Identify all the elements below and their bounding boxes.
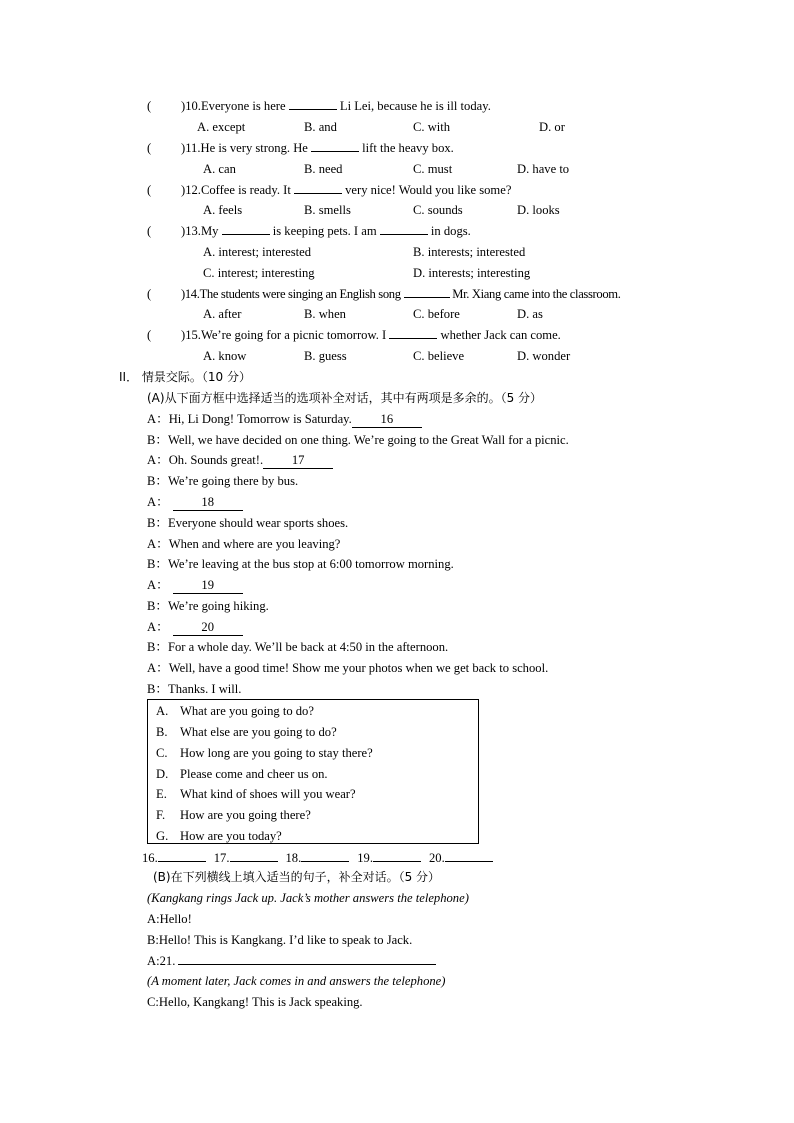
option-text: How are you going there? (180, 808, 311, 822)
answer-slot-17[interactable] (230, 861, 278, 862)
dialogue-text: Well, we have decided on one thing. We’re going to the Great Wall for a picnic. (168, 433, 569, 447)
options-box (147, 699, 479, 844)
dialogue-text: Well, have a good time! Show me your photos when we get back to school. (168, 661, 549, 675)
question-stem-end: whether Jack can come. (437, 328, 561, 342)
answer-paren: ( (147, 141, 152, 155)
question-stem: We’re going for a picnic tomorrow. I (200, 328, 390, 342)
option-letter: G. (156, 829, 169, 843)
partb-line-21 (147, 953, 436, 969)
answer-slots (142, 850, 493, 866)
part-a-instruction: (A)从下面方框中选择适当的选项补全对话，其中有两项是多余的。（5 分） (147, 391, 543, 405)
question-stem: The students were singing an English song (199, 287, 404, 301)
question-number: 13 (185, 224, 198, 238)
dialogue-blank-16[interactable]: 16 (352, 411, 422, 428)
option-letter: A. (156, 704, 169, 718)
speaker: A： (147, 661, 169, 675)
option-c: C. interest; interesting (203, 266, 315, 280)
box-option-e (156, 786, 356, 802)
option-a: A. after (203, 307, 242, 321)
slot-label-20: 20. (429, 851, 445, 865)
option-b: B. guess (304, 349, 347, 363)
speaker: B： (147, 599, 168, 613)
answer-slot-19[interactable] (373, 861, 421, 862)
option-text: How are you today? (180, 829, 282, 843)
option-a: A. except (197, 120, 246, 134)
dialogue-line (147, 411, 422, 428)
option-a: A. know (203, 349, 247, 363)
fill-blank[interactable] (294, 193, 342, 194)
dialogue-line (147, 536, 340, 552)
option-c: C. before (413, 307, 460, 321)
dialogue-line (147, 660, 548, 676)
question-stem-mid: is keeping pets. I am (269, 224, 380, 238)
option-letter: E. (156, 787, 167, 801)
question-stem-end: lift the heavy box. (359, 141, 454, 155)
box-option-c (156, 745, 373, 761)
option-c: C. with (413, 120, 451, 134)
fill-blank-1[interactable] (222, 234, 270, 235)
question-number: 11 (185, 141, 198, 155)
option-text: Please come and cheer us on. (180, 767, 328, 781)
stage-direction: (A moment later, Jack comes in and answers the telephone) (147, 974, 446, 988)
question-12: ( )12.Coffee is ready. It very nice! Would you like some? (147, 183, 512, 197)
dialogue-text: Oh. Sounds great!. (168, 453, 264, 467)
option-d: D. wonder (517, 349, 571, 363)
fill-blank-2[interactable] (380, 234, 428, 235)
option-b: B. interests; interested (413, 245, 526, 259)
question-stem-end: in dogs. (427, 224, 471, 238)
question-stem: Everyone is here (200, 99, 289, 113)
dialogue-line (147, 681, 241, 697)
dialogue-line (147, 577, 243, 594)
partb-line: B:Hello! This is Kangkang. I’d like to speak to Jack. (147, 933, 413, 947)
dialogue-blank-17[interactable]: 17 (263, 452, 333, 469)
option-text: How long are you going to stay there? (180, 746, 373, 760)
question-number: 15 (185, 328, 198, 342)
option-d: D. as (517, 307, 543, 321)
option-letter: D. (156, 767, 169, 781)
answer-paren: ( (147, 183, 152, 197)
option-c: C. must (413, 162, 453, 176)
question-13: ( )13.My is keeping pets. I am in dogs. (147, 224, 471, 238)
question-stem-end: Li Lei, because he is ill today. (336, 99, 491, 113)
dialogue-blank-20[interactable]: 20 (173, 619, 243, 636)
slot-label-19: 19. (357, 851, 373, 865)
dialogue-line (147, 473, 298, 489)
box-option-d (156, 766, 328, 782)
fill-blank[interactable] (389, 338, 437, 339)
dialogue-text: When and where are you leaving? (168, 537, 341, 551)
option-d: D. interests; interesting (413, 266, 531, 280)
dialogue-blank-19[interactable]: 19 (173, 577, 243, 594)
option-d: D. or (539, 120, 565, 134)
option-text: What else are you going to do? (180, 725, 337, 739)
option-b: B. need (304, 162, 343, 176)
speaker: A： (147, 453, 169, 467)
dialogue-line (147, 639, 448, 655)
fill-blank[interactable] (404, 297, 450, 298)
box-option-a (156, 703, 314, 719)
question-stem: My (200, 224, 222, 238)
dialogue-line (147, 452, 333, 469)
dialogue-line (147, 494, 243, 511)
question-number: 14 (184, 287, 197, 301)
box-option-b (156, 724, 337, 740)
slot-label-16: 16. (142, 851, 158, 865)
speaker: A： (147, 537, 169, 551)
question-11: ( )11.He is very strong. He lift the heavy box. (147, 141, 454, 155)
question-stem-end: very nice! Would you like some? (341, 183, 512, 197)
stage-direction: (Kangkang rings Jack up. Jack’s mother answers the telephone) (147, 891, 469, 905)
option-b: B. when (304, 307, 346, 321)
dialogue-blank-18[interactable]: 18 (173, 494, 243, 511)
dialogue-line (147, 515, 348, 531)
speaker: B： (147, 682, 168, 696)
dialogue-line (147, 619, 243, 636)
speaker: A： (147, 495, 169, 509)
section-heading: II． 情景交际。（10 分） (119, 370, 251, 384)
option-letter: F. (156, 808, 166, 822)
option-letter: C. (156, 746, 168, 760)
option-d: D. looks (517, 203, 560, 217)
part-b-instruction: (B)在下列横线上填入适当的句子，补全对话。（5 分） (153, 870, 441, 884)
option-b: B. smells (304, 203, 351, 217)
question-stem-end: Mr. Xiang came into the classroom. (449, 287, 621, 301)
dialogue-text: For a whole day. We’ll be back at 4:50 in the afternoon. (168, 640, 449, 654)
option-text: What kind of shoes will you wear? (180, 787, 356, 801)
answer-slot-18[interactable] (301, 861, 349, 862)
speaker: B： (147, 516, 168, 530)
answer-paren: ( (147, 328, 152, 342)
question-stem: He is very strong. He (200, 141, 312, 155)
speaker: B： (147, 640, 168, 654)
partb-line: A:Hello! (147, 912, 192, 926)
answer-line-21[interactable] (178, 964, 436, 965)
question-stem: Coffee is ready. It (200, 183, 294, 197)
dialogue-text: Everyone should wear sports shoes. (168, 516, 349, 530)
fill-blank[interactable] (311, 151, 359, 152)
dialogue-text: Hi, Li Dong! Tomorrow is Saturday. (168, 412, 352, 426)
speaker: B： (147, 474, 168, 488)
speaker: A： (147, 412, 169, 426)
dialogue-line (147, 556, 454, 572)
answer-paren: ( (147, 287, 151, 301)
question-15: ( )15.We’re going for a picnic tomorrow. I whether Jack can come. (147, 328, 561, 342)
box-option-g (156, 828, 282, 844)
dialogue-line (147, 432, 569, 448)
dialogue-text: We’re going there by bus. (168, 474, 299, 488)
dialogue-text: We’re going hiking. (168, 599, 269, 613)
speaker: B： (147, 433, 168, 447)
option-a: A. feels (203, 203, 243, 217)
option-c: C. believe (413, 349, 465, 363)
dialogue-text: We’re leaving at the bus stop at 6:00 tomorrow morning. (168, 557, 454, 571)
dialogue-text: Thanks. I will. (168, 682, 242, 696)
question-14: ( )14.The students were singing an English song Mr. Xiang came into the classroom. (147, 287, 621, 301)
answer-slot-20[interactable] (445, 861, 493, 862)
question-number: 12 (185, 183, 198, 197)
partb-line: C:Hello, Kangkang! This is Jack speaking. (147, 995, 363, 1009)
question-number: 10 (185, 99, 198, 113)
speaker: A： (147, 620, 169, 634)
option-a: A. can (203, 162, 236, 176)
slot-label-18: 18. (285, 851, 302, 865)
slot-label-17: 17. (213, 851, 230, 865)
option-a: A. interest; interested (203, 245, 312, 259)
answer-paren: ( (147, 99, 152, 113)
dialogue-line (147, 598, 269, 614)
option-c: C. sounds (413, 203, 463, 217)
speaker: A： (147, 578, 169, 592)
option-letter: B. (156, 725, 168, 739)
partb-label: A:21. (147, 954, 179, 968)
option-text: What are you going to do? (180, 704, 314, 718)
box-option-f (156, 807, 311, 823)
option-d: D. have to (517, 162, 570, 176)
answer-slot-16[interactable] (158, 861, 206, 862)
answer-paren: ( (147, 224, 152, 238)
speaker: B： (147, 557, 168, 571)
question-10: ( )10.Everyone is here Li Lei, because he is ill today. (147, 99, 491, 113)
fill-blank[interactable] (289, 109, 337, 110)
option-b: B. and (304, 120, 337, 134)
